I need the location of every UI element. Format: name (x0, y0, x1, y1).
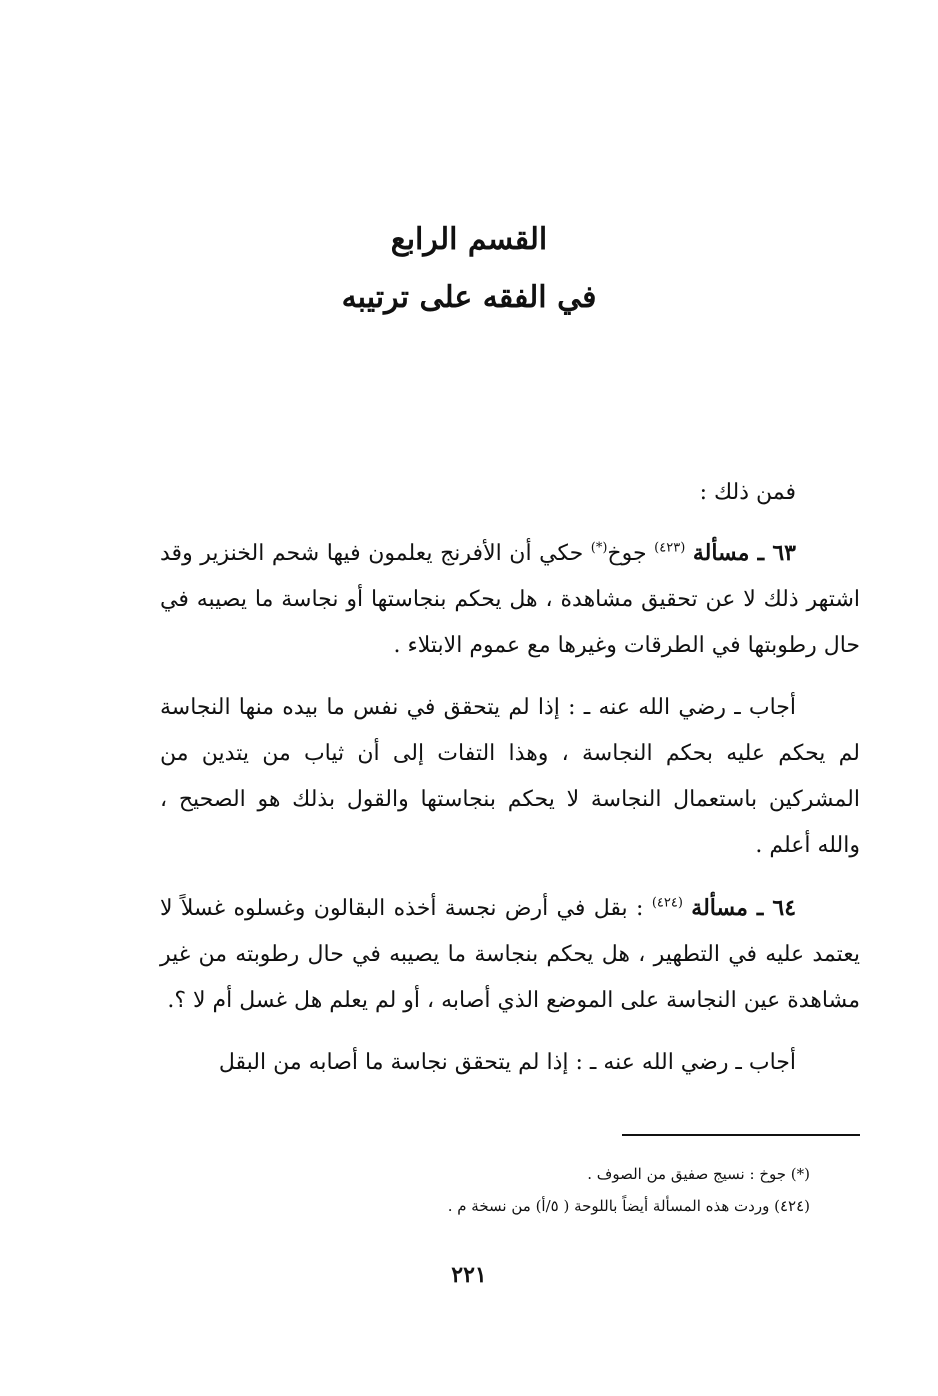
page-number: ٢٢١ (451, 1262, 487, 1288)
question-64 (160, 885, 860, 1024)
footnote-ref: (٤٢٣) (654, 540, 686, 556)
chapter-heading (0, 212, 938, 328)
answer-63: أجاب ـ رضي الله عنه ـ : إذا لم يتحقق في نفس ما بيده منها النجاسة لم يحكم عليه بحكم النجاسة ، وهذا التفات إلى أن ثياب من يتدين من المشركين باستعمال النجاسة لا يحكم بنجاستها والقول بذلك هو الصحيح ، والله أعلم . (160, 695, 860, 858)
part-subtitle: في الفقه على ترتيبه (341, 280, 597, 315)
question-63 (160, 530, 860, 669)
footnote-ref: (٤٢٤) (651, 895, 683, 911)
footnote-2: (٤٢٤) وردت هذه المسألة أيضاً باللوحة ( ٥/أ) من نسخة م . (447, 1197, 810, 1215)
question-text: حكي أن الأفرنج يعلمون فيها شحم الخنزير وقد اشتهر ذلك لا عن تحقيق مشاهدة ، هل يحكم بنجاستها أو نجاسة ما يصيبه في حال رطوبتها في الطرقات وغيرها مع عموم الابتلاء . (160, 541, 860, 658)
answer-64: أجاب ـ رضي الله عنه ـ : إذا لم يتحقق نجاسة ما أصابه من البقل (218, 1050, 796, 1075)
question-text-start: جوخ (607, 541, 647, 566)
part-title: القسم الرابع (390, 222, 548, 257)
question-label: ٦٤ ـ مسألة (691, 895, 797, 921)
intro-line: فمن ذلك : (699, 480, 796, 505)
footnote-1: (*) جوخ : نسيج صفيق من الصوف . (587, 1165, 810, 1183)
footnote-star-ref: (*) (590, 540, 608, 556)
question-label: ٦٣ ـ مسألة (692, 540, 796, 566)
footnote-divider (622, 1134, 860, 1136)
body-text (160, 470, 860, 1102)
question-text: : بقل في أرض نجسة أخذه البقالون وغسلوه غسلاً لا يعتمد عليه في التطهير ، هل يحكم بنجاسة ما يصيبه في حال رطوبته من غير مشاهدة عين النجاسة على الموضع الذي أصابه ، أو لم يعلم هل غسل أم لا ؟. (160, 896, 860, 1013)
footnotes (160, 1158, 810, 1222)
